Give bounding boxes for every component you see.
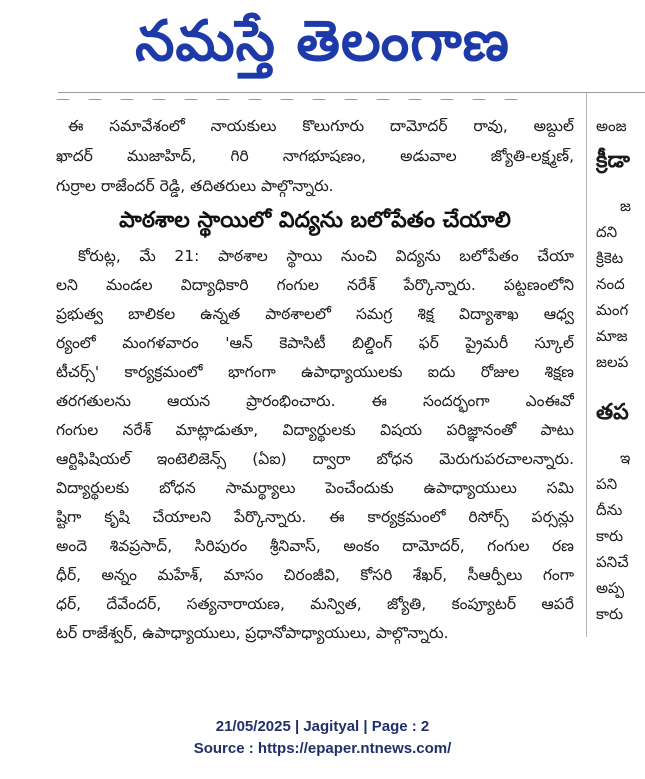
right-column-line: అప్ప: [596, 579, 625, 597]
right-column-heading: క్రీడా: [596, 148, 630, 173]
right-column-line: జ: [620, 197, 631, 215]
right-column-line: మాజ: [596, 327, 628, 345]
right-column-line: ఇ: [620, 449, 631, 467]
right-column-line: కారు: [596, 527, 624, 545]
right-column-line: పనిచే: [596, 553, 629, 571]
right-column-line: జలప: [596, 353, 629, 371]
article-line: అందె శివప్రసాద్, సిరిపురం శ్రీనివాస్, అంకం దామోదర్, గంగుల రణ: [56, 537, 574, 555]
right-column-line: పని: [596, 475, 618, 493]
article-line: ధీర్, అన్నం మహేశ్, మాసం చిరంజీవి, కోసరి శేఖర్, సీఆర్పీలు గంగా: [56, 566, 574, 584]
right-column-line: క్రికెట: [596, 249, 624, 267]
article-line: టర్ రాజేశ్వర్, ఉపాధ్యాయులు, ప్రధానోపాధ్యాయులు, పాల్గొన్నారు.: [56, 624, 449, 642]
right-column-line: దని: [596, 223, 618, 241]
article-line: ప్రభుత్వ బాలికల ఉన్నత పాఠశాలలో సమగ్ర శిక్ష విద్యాశాఖ ఆధ్వ: [56, 305, 574, 323]
footer-date-edition: 21/05/2025 | Jagityal | Page : 2: [215, 718, 430, 735]
article-line: తరగతులను ఆయన ప్రారంభించారు. ఈ సందర్భంగా ఎంఈవో: [56, 392, 574, 410]
right-column-line: దీను: [596, 501, 623, 519]
article-line: కోరుట్ల, మే 21: పాఠశాల స్థాయి నుంచి విద్యను బలోపేతం చేయా: [78, 247, 574, 265]
column-separator: [586, 93, 587, 637]
article-line: లని మండల విద్యాధికారి గంగుల నరేశ్ పేర్కొన్నారు. పట్టణంలోని: [56, 276, 574, 294]
right-column-line: నంద: [596, 275, 625, 293]
clipped-text-fragment: [56, 92, 574, 100]
top-rule: [58, 92, 645, 93]
right-column-clipped: [596, 96, 645, 641]
prev-article-line: ఈ సమావేశంలో నాయకులు కొలుగూరు దామోదర్ రావు, అబ్దుల్: [68, 117, 574, 135]
article-line: ధర్, దేవేందర్, సత్యనారాయణ, మన్విత, జ్యోతి, కంప్యూటర్ ఆపరే: [56, 595, 574, 613]
article-line: గంగుల నరేశ్ మాట్లాడుతూ, విద్యార్థులకు విషయ పరిజ్ఞానంతో పాటు: [56, 421, 574, 439]
masthead-logo: నమస్తే తెలంగాణ: [135, 9, 510, 74]
right-column-line: కారు: [596, 605, 624, 623]
prev-article-line: గుర్రాల రాజేందర్ రెడ్డి, తదితరులు పాల్గొన్నారు.: [56, 177, 334, 195]
footer-source: Source : https://epaper.ntnews.com/: [193, 740, 452, 757]
article-line: ఆర్టిఫిషియల్ ఇంటెలిజెన్స్ (ఏఐ) ద్వారా బోధన మెరుగుపరచాలన్నారు.: [56, 450, 574, 468]
right-column-line: మంగ: [596, 301, 629, 319]
masthead: [0, 0, 645, 88]
right-column-line: అంజ: [596, 117, 627, 135]
prev-article-line: ఖాదర్ ముజాహిద్, గిరి నాగభూషణం, అడువాల జ్యోతి-లక్ష్మణ్,: [56, 147, 574, 165]
article-line: టీచర్స్' కార్యక్రమంలో భాగంగా ఉపాధ్యాయులకు ఐదు రోజుల శిక్షణ: [56, 363, 574, 381]
right-column-heading: తప: [596, 400, 629, 425]
article-line: విద్యార్థులకు బోధన సామర్థ్యాలు పెంచేందుకు ఉపాధ్యాయులు సమి: [56, 479, 574, 497]
article-headline: పాఠశాల స్థాయిలో విద్యను బలోపేతం చేయాలి: [119, 208, 511, 233]
article-line: ర్యంలో మంగళవారం 'ఆన్ కెపాసిటీ బిల్డింగ్ ఫర్ ప్రైమరీ స్కూల్: [56, 334, 574, 352]
article-line: ష్టిగా కృషి చేయాలని పేర్కొన్నారు. ఈ కార్యక్రమంలో రిసోర్స్ పర్సన్లు: [56, 508, 574, 526]
